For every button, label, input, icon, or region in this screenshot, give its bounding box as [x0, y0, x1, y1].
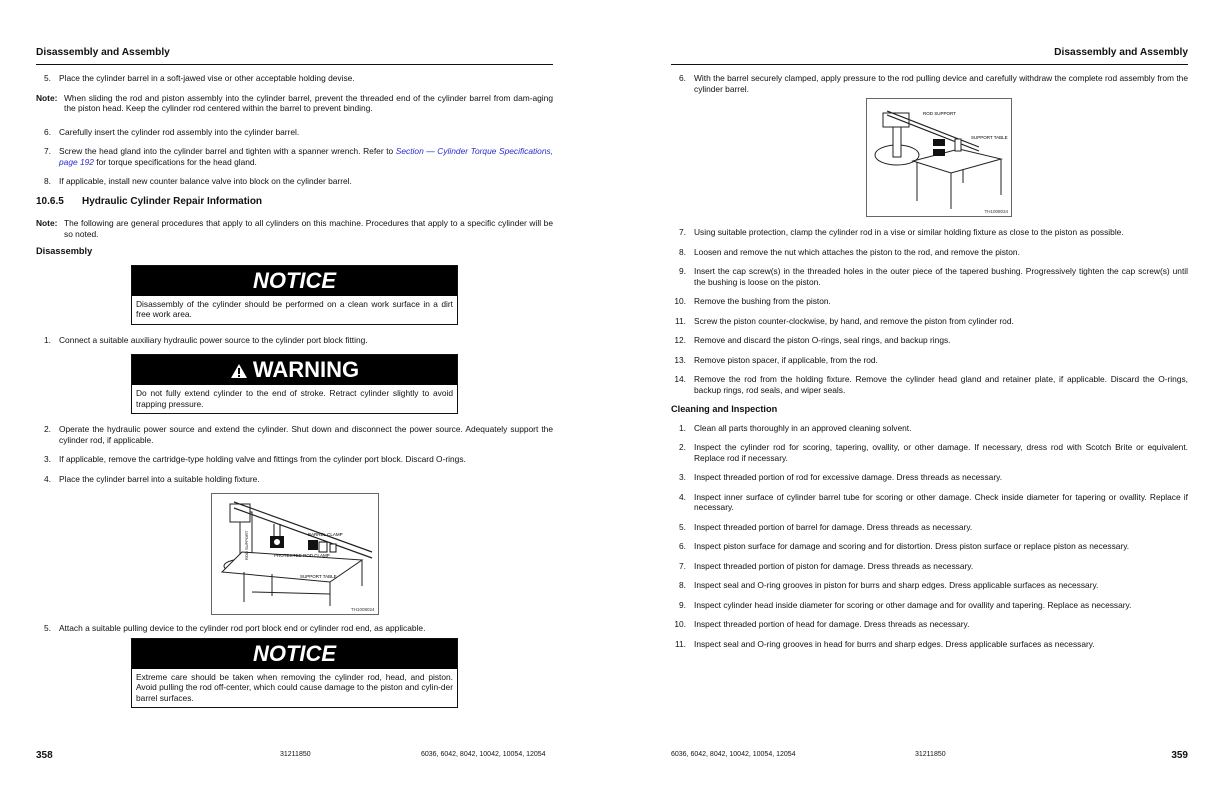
figure-id: TH1008034 — [984, 209, 1008, 215]
step-number: 7. — [44, 146, 51, 156]
running-head: Disassembly and Assembly — [36, 47, 553, 65]
list-item — [36, 73, 553, 84]
step-number: 8. — [679, 246, 686, 257]
step-number: 6. — [679, 73, 686, 83]
right-page — [671, 0, 1188, 792]
step-number: 10. — [674, 296, 686, 306]
subheading: Cleaning and Inspection — [671, 404, 778, 414]
step-number: 6. — [679, 541, 686, 551]
step-text-after: for torque specifications for the head gland. — [93, 156, 257, 167]
figure-label-support-table: SUPPORT TABLE — [299, 574, 337, 579]
list-item — [36, 454, 553, 465]
list-item — [671, 374, 1188, 395]
figure-label-rod-support: ROD SUPPORT — [243, 530, 249, 560]
notice-box — [131, 638, 458, 709]
figure-label-barrel-clamp: BARREL CLAMP — [307, 532, 343, 537]
step-number: 4. — [44, 473, 51, 484]
step-number: 7. — [679, 560, 686, 571]
note-label: Note: — [36, 92, 58, 103]
list-item — [36, 424, 553, 445]
model-list: 6036, 6042, 8042, 10042, 10054, 12054 — [421, 751, 546, 758]
notice-text: Disassembly of the cylinder should be performed on a clean work surface in a dirt free work area. — [136, 298, 453, 319]
step-text: Place the cylinder barrel in a soft-jawed vise or other acceptable holding devise. — [59, 73, 355, 83]
list-item — [671, 247, 1188, 258]
step-number: 5. — [679, 521, 686, 532]
list-item — [36, 146, 553, 167]
step-text: Inspect threaded portion of barrel for damage. Dress threads as necessary. — [694, 521, 973, 532]
step-number: 2. — [679, 442, 686, 452]
document-number: 31211850 — [915, 751, 946, 758]
step-number: 7. — [679, 227, 686, 237]
cross-reference-link[interactable]: Section — Cylinder Torque Specifications, page 192 — [59, 146, 553, 167]
step-text: Inspect inner surface of cylinder barrel tube for scoring or other damage. Check inside diameter for tapering or ovallity. Replace if necessary. — [694, 491, 1188, 512]
cleaning-steps-list — [671, 423, 1188, 650]
step-number: 9. — [679, 266, 686, 276]
warning-triangle-icon — [230, 357, 248, 387]
step-number: 6. — [44, 126, 51, 137]
left-page — [36, 0, 553, 792]
list-item — [671, 619, 1188, 630]
running-head: Disassembly and Assembly — [671, 47, 1188, 65]
step-number: 8. — [44, 176, 51, 186]
step-number: 9. — [679, 599, 686, 610]
step-text: Remove the rod from the holding fixture. Remove the cylinder head gland and retainer plate, if applicable. Discard the O-rings, backup rings, rod seals, and wiper seals. — [694, 374, 1188, 395]
section-heading — [36, 196, 553, 209]
step-text: Inspect piston surface for damage and scoring and for distortion. Dress piston surface or replace piston as necessary. — [694, 541, 1130, 551]
list-item — [671, 639, 1188, 650]
step-number: 14. — [674, 374, 686, 384]
step-text: If applicable, install new counter balance valve into block on the cylinder barrel. — [59, 176, 352, 186]
note-text: When sliding the rod and piston assembly into the cylinder barrel, prevent the threaded end of the cylinder barrel from dam-aging the piston head. Keep the cylinder rod centered within the barrel to prevent binding. — [64, 92, 553, 113]
list-item — [36, 474, 553, 485]
step-number: 5. — [44, 623, 51, 633]
notice-title: NOTICE — [132, 266, 457, 296]
step-text: Screw the piston counter-clockwise, by hand, and remove the piston from cylinder rod. — [694, 315, 1014, 326]
step-text: Inspect seal and O-ring grooves in piston for burrs and sharp edges. Dress applicable surfaces as necessary. — [694, 580, 1099, 590]
step-number: 1. — [679, 422, 686, 433]
step-text: Inspect the cylinder rod for scoring, tapering, ovallity, or other damage. If necessary, dress rod with Scotch Brite or equivalent. Replace rod if necessary. — [694, 442, 1188, 463]
step-text: If applicable, remove the cartridge-type holding valve and fittings from the cylinder port block. Discard O-rings. — [59, 454, 466, 464]
list-item — [671, 442, 1188, 463]
step-text: Remove and discard the piston O-rings, seal rings, and backup rings. — [694, 335, 951, 345]
step-number: 8. — [679, 580, 686, 590]
step-text: Inspect threaded portion of piston for damage. Dress threads as necessary. — [694, 560, 974, 571]
barrel-clamp-illustration — [212, 494, 378, 614]
step-text: Inspect threaded portion of rod for excessive damage. Dress threads as necessary. — [694, 472, 1003, 482]
step-number: 3. — [44, 454, 51, 464]
list-item — [36, 127, 553, 138]
note — [36, 218, 553, 239]
page-number: 359 — [1171, 750, 1188, 761]
step-text: Remove the bushing from the piston. — [694, 296, 831, 306]
list-item — [671, 472, 1188, 483]
warning-box — [131, 354, 458, 414]
figure-label-protected-rod-clamp: PROTECTED ROD CLAMP — [273, 553, 330, 558]
step-number: 3. — [679, 472, 686, 482]
page-number: 358 — [36, 750, 53, 761]
warning-title-bar — [132, 355, 457, 385]
list-item — [671, 355, 1188, 366]
step-text: Place the cylinder barrel into a suitable holding fixture. — [59, 473, 260, 484]
list-item — [671, 266, 1188, 287]
section-number: 10.6.5 — [36, 195, 64, 207]
list-item — [671, 522, 1188, 533]
step-text: Clean all parts thoroughly in an approved cleaning solvent. — [694, 422, 912, 433]
step-number: 2. — [44, 424, 51, 434]
list-item — [671, 561, 1188, 572]
step-number: 5. — [44, 73, 51, 83]
note-label: Note: — [36, 218, 58, 228]
figure-label-rod-support: ROD SUPPORT — [923, 111, 956, 116]
disassembly-steps-list — [671, 227, 1188, 395]
step-text: With the barrel securely clamped, apply pressure to the rod pulling device and carefully withdraw the complete rod assembly from the cylinder barrel. — [694, 73, 1188, 94]
figure-rod-support — [866, 98, 1012, 217]
step-number: 13. — [674, 354, 686, 365]
notice-text: Extreme care should be taken when removing the cylinder rod, head, and piston. Avoid pulling the rod off-center, which could cause damage to the piston and cylin-der barrel surfaces. — [136, 671, 453, 703]
step-number: 4. — [679, 491, 686, 502]
list-item — [671, 541, 1188, 552]
list-item — [36, 176, 553, 187]
section-title: Hydraulic Cylinder Repair Information — [82, 195, 263, 207]
document-number: 31211850 — [280, 751, 311, 758]
list-item — [36, 335, 553, 346]
list-item — [671, 580, 1188, 591]
list-item — [671, 227, 1188, 238]
step-text: Using suitable protection, clamp the cylinder rod in a vise or similar holding fixture as close to the piston as possible. — [694, 227, 1124, 237]
figure-id: TH1008024 — [350, 607, 375, 613]
step-text: Remove piston spacer, if applicable, from the rod. — [694, 354, 878, 365]
model-list: 6036, 6042, 8042, 10042, 10054, 12054 — [671, 751, 796, 758]
step-text — [59, 146, 553, 167]
figure-barrel-clamp — [211, 493, 379, 615]
list-item — [671, 335, 1188, 346]
note-text: The following are general procedures that apply to all cylinders on this machine. Procedures that apply to a specific cylinder will be so noted. — [64, 218, 553, 239]
figure-label-support-table: SUPPORT TABLE — [971, 135, 1008, 140]
step-text: Operate the hydraulic power source and extend the cylinder. Shut down and disconnect the power source. Adequately support the cylinder rod, if applicable. — [59, 424, 553, 445]
notice-box — [131, 265, 458, 325]
step-text: Carefully insert the cylinder rod assembly into the cylinder barrel. — [59, 126, 300, 137]
step-text: Inspect seal and O-ring grooves in head for burrs and sharp edges. Dress applicable surfaces as necessary. — [694, 638, 1095, 649]
step-text: Attach a suitable pulling device to the cylinder rod port block end or cylinder rod end, as applicable. — [59, 623, 426, 633]
step-text: Inspect cylinder head inside diameter for scoring or other damage and for ovallity and tapering. Replace as necessary. — [694, 599, 1132, 610]
list-item — [671, 600, 1188, 611]
step-text: Insert the cap screw(s) in the threaded holes in the outer piece of the tapered bushing. Progressively tighten the cap screw(s) until the bushing is loose on the piston. — [694, 266, 1188, 287]
subheading: Disassembly — [36, 246, 93, 256]
list-item — [671, 423, 1188, 434]
warning-text: Do not fully extend cylinder to the end of stroke. Retract cylinder slightly to avoid trapping pressure. — [136, 388, 453, 409]
step-text: Inspect threaded portion of head for damage. Dress threads as necessary. — [694, 619, 970, 629]
note — [36, 93, 553, 114]
step-number: 12. — [674, 335, 686, 345]
right-page-content — [671, 73, 1188, 658]
list-item — [671, 492, 1188, 513]
step-number: 11. — [674, 638, 686, 649]
list-item — [671, 296, 1188, 307]
left-page-content — [36, 73, 553, 718]
step-text-before: Screw the head gland into the cylinder barrel and tighten with a spanner wrench. Refer to — [59, 146, 396, 156]
notice-title: NOTICE — [132, 639, 457, 669]
list-item — [36, 623, 553, 634]
rod-support-illustration — [867, 99, 1011, 216]
step-number: 1. — [44, 334, 51, 345]
list-item — [671, 316, 1188, 327]
step-number: 10. — [674, 619, 686, 629]
warning-title: WARNING — [252, 357, 360, 382]
list-item — [671, 73, 1188, 94]
step-number: 11. — [674, 315, 686, 326]
step-text: Connect a suitable auxiliary hydraulic power source to the cylinder port block fitting. — [59, 334, 368, 345]
step-text: Loosen and remove the nut which attaches the piston to the rod, and remove the piston. — [694, 246, 1020, 257]
